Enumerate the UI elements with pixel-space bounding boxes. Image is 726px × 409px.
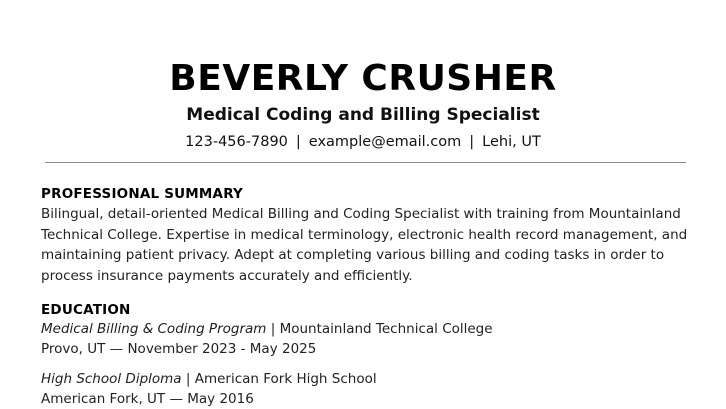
email-address: example@email.com: [308, 134, 462, 150]
degree-name: High School Diploma: [41, 371, 182, 387]
education-details: Provo, UT — November 2023 - May 2025: [41, 341, 317, 357]
location: Lehi, UT: [482, 134, 541, 150]
education-entry: [41, 369, 701, 409]
contact-line: [0, 132, 726, 152]
education-heading: EDUCATION: [41, 302, 131, 318]
resume-header: [0, 58, 726, 152]
education-section: [41, 301, 701, 409]
school-name: Mountainland Technical College: [279, 321, 493, 337]
summary-text: Bilingual, detail-oriented Medical Billing and Coding Specialist with training from Mountainland Technical College. Expertise in medical terminology, electronic health record management, and maintaining patient privacy. Adept at completing various billing and coding tasks in order to process insurance payments accurately and efficiently.: [41, 206, 688, 284]
entry-separator: |: [266, 321, 280, 337]
education-details: American Fork, UT — May 2016: [41, 391, 254, 407]
school-name: American Fork High School: [194, 371, 377, 387]
job-title: Medical Coding and Billing Specialist: [186, 105, 540, 125]
education-entry-line: [41, 319, 701, 339]
contact-separator: |: [295, 134, 301, 150]
phone-number: 123-456-7890: [185, 134, 288, 150]
contact-separator: |: [469, 134, 475, 150]
education-entry: [41, 319, 701, 359]
summary-section: [41, 185, 701, 286]
header-divider: [45, 162, 686, 163]
degree-name: Medical Billing & Coding Program: [41, 321, 267, 337]
entry-separator: |: [181, 371, 195, 387]
candidate-name: BEVERLY CRUSHER: [169, 58, 557, 99]
education-entry-line: [41, 369, 701, 389]
summary-heading: PROFESSIONAL SUMMARY: [41, 186, 244, 202]
